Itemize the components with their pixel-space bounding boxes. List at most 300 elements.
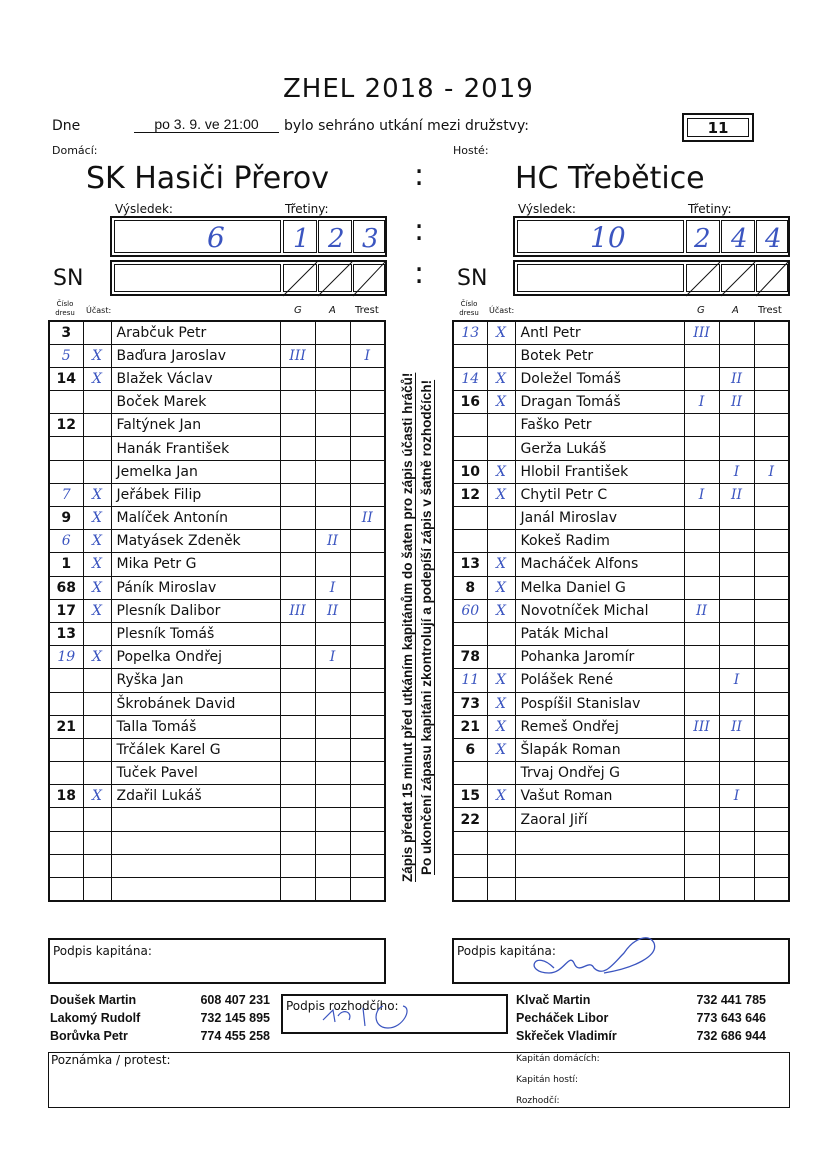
participation-cell[interactable] xyxy=(83,460,111,483)
player-name[interactable]: Novotníček Michal xyxy=(515,599,684,622)
penalty-cell[interactable] xyxy=(754,483,789,506)
player-name[interactable] xyxy=(111,808,280,831)
penalty-cell[interactable]: I xyxy=(754,460,789,483)
goals-cell[interactable] xyxy=(280,692,315,715)
jersey-number-cell[interactable]: 16 xyxy=(453,391,487,414)
assists-cell[interactable] xyxy=(315,785,350,808)
jersey-number-cell[interactable] xyxy=(49,391,83,414)
penalty-cell[interactable] xyxy=(350,367,385,390)
player-name[interactable]: Plesník Tomáš xyxy=(111,622,280,645)
assists-cell[interactable] xyxy=(719,344,754,367)
penalty-cell[interactable] xyxy=(350,483,385,506)
goals-cell[interactable] xyxy=(280,414,315,437)
player-name[interactable]: Kokeš Radim xyxy=(515,530,684,553)
player-name[interactable]: Pospíšil Stanislav xyxy=(515,692,684,715)
assists-cell[interactable] xyxy=(315,414,350,437)
jersey-number-cell[interactable]: 13 xyxy=(453,321,487,344)
penalty-cell[interactable]: I xyxy=(350,344,385,367)
player-name[interactable] xyxy=(111,831,280,854)
goals-cell[interactable] xyxy=(684,878,719,901)
penalty-cell[interactable] xyxy=(754,715,789,738)
goals-cell[interactable] xyxy=(684,460,719,483)
away-period-1[interactable] xyxy=(686,220,720,253)
player-name[interactable]: Hanák František xyxy=(111,437,280,460)
assists-cell[interactable] xyxy=(719,321,754,344)
assists-cell[interactable] xyxy=(719,414,754,437)
player-name[interactable] xyxy=(111,854,280,877)
goals-cell[interactable] xyxy=(280,530,315,553)
penalty-cell[interactable] xyxy=(754,321,789,344)
penalty-cell[interactable] xyxy=(754,576,789,599)
participation-cell[interactable]: X xyxy=(487,321,515,344)
goals-cell[interactable]: III xyxy=(280,344,315,367)
assists-cell[interactable] xyxy=(719,738,754,761)
penalty-cell[interactable] xyxy=(350,646,385,669)
away-score-box[interactable] xyxy=(513,216,790,257)
jersey-number-cell[interactable] xyxy=(49,854,83,877)
assists-cell[interactable] xyxy=(315,367,350,390)
jersey-number-cell[interactable]: 21 xyxy=(453,715,487,738)
participation-cell[interactable] xyxy=(83,321,111,344)
player-name[interactable]: Škrobánek David xyxy=(111,692,280,715)
jersey-number-cell[interactable] xyxy=(453,831,487,854)
participation-cell[interactable] xyxy=(487,437,515,460)
goals-cell[interactable] xyxy=(280,553,315,576)
penalty-cell[interactable] xyxy=(754,367,789,390)
participation-cell[interactable]: X xyxy=(83,646,111,669)
penalty-cell[interactable] xyxy=(350,878,385,901)
jersey-number-cell[interactable]: 78 xyxy=(453,646,487,669)
player-name[interactable]: Mika Petr G xyxy=(111,553,280,576)
player-name[interactable]: Tuček Pavel xyxy=(111,762,280,785)
goals-cell[interactable]: III xyxy=(280,599,315,622)
assists-cell[interactable] xyxy=(315,878,350,901)
participation-cell[interactable]: X xyxy=(487,391,515,414)
player-name[interactable]: Janál Miroslav xyxy=(515,507,684,530)
participation-cell[interactable]: X xyxy=(83,599,111,622)
jersey-number-cell[interactable] xyxy=(49,762,83,785)
assists-cell[interactable] xyxy=(719,437,754,460)
jersey-number-cell[interactable] xyxy=(453,507,487,530)
assists-cell[interactable]: II xyxy=(719,715,754,738)
participation-cell[interactable]: X xyxy=(83,553,111,576)
jersey-number-cell[interactable]: 11 xyxy=(453,669,487,692)
penalty-cell[interactable] xyxy=(350,437,385,460)
player-name[interactable]: Polášek René xyxy=(515,669,684,692)
player-name[interactable]: Páník Miroslav xyxy=(111,576,280,599)
assists-cell[interactable] xyxy=(719,692,754,715)
goals-cell[interactable]: III xyxy=(684,715,719,738)
jersey-number-cell[interactable] xyxy=(49,738,83,761)
jersey-number-cell[interactable] xyxy=(453,878,487,901)
away-sn-box[interactable] xyxy=(513,260,790,296)
penalty-cell[interactable] xyxy=(754,414,789,437)
assists-cell[interactable]: II xyxy=(315,530,350,553)
penalty-cell[interactable] xyxy=(754,646,789,669)
player-name[interactable] xyxy=(515,854,684,877)
goals-cell[interactable]: I xyxy=(684,483,719,506)
goals-cell[interactable] xyxy=(280,854,315,877)
assists-cell[interactable] xyxy=(719,576,754,599)
penalty-cell[interactable] xyxy=(350,831,385,854)
penalty-cell[interactable] xyxy=(754,785,789,808)
penalty-cell[interactable] xyxy=(350,762,385,785)
jersey-number-cell[interactable]: 14 xyxy=(453,367,487,390)
goals-cell[interactable] xyxy=(684,808,719,831)
assists-cell[interactable]: II xyxy=(315,599,350,622)
assists-cell[interactable] xyxy=(719,553,754,576)
jersey-number-cell[interactable]: 13 xyxy=(453,553,487,576)
goals-cell[interactable] xyxy=(280,622,315,645)
jersey-number-cell[interactable] xyxy=(49,460,83,483)
jersey-number-cell[interactable] xyxy=(453,530,487,553)
jersey-number-cell[interactable]: 3 xyxy=(49,321,83,344)
player-name[interactable]: Ryška Jan xyxy=(111,669,280,692)
goals-cell[interactable]: I xyxy=(684,391,719,414)
penalty-cell[interactable] xyxy=(350,460,385,483)
goals-cell[interactable] xyxy=(280,483,315,506)
goals-cell[interactable] xyxy=(684,646,719,669)
jersey-number-cell[interactable]: 6 xyxy=(49,530,83,553)
penalty-cell[interactable] xyxy=(350,391,385,414)
assists-cell[interactable] xyxy=(719,599,754,622)
assists-cell[interactable]: I xyxy=(315,646,350,669)
jersey-number-cell[interactable]: 12 xyxy=(453,483,487,506)
jersey-number-cell[interactable] xyxy=(453,414,487,437)
participation-cell[interactable] xyxy=(487,646,515,669)
home-period-1[interactable] xyxy=(283,220,317,253)
penalty-cell[interactable] xyxy=(754,344,789,367)
player-name[interactable]: Dragan Tomáš xyxy=(515,391,684,414)
jersey-number-cell[interactable]: 6 xyxy=(453,738,487,761)
jersey-number-cell[interactable]: 17 xyxy=(49,599,83,622)
assists-cell[interactable] xyxy=(315,553,350,576)
goals-cell[interactable] xyxy=(280,808,315,831)
assists-cell[interactable] xyxy=(315,437,350,460)
penalty-cell[interactable] xyxy=(754,738,789,761)
goals-cell[interactable] xyxy=(280,785,315,808)
penalty-cell[interactable] xyxy=(754,530,789,553)
penalty-cell[interactable] xyxy=(754,692,789,715)
penalty-cell[interactable] xyxy=(754,622,789,645)
goals-cell[interactable]: III xyxy=(684,321,719,344)
assists-cell[interactable] xyxy=(719,507,754,530)
penalty-cell[interactable] xyxy=(754,553,789,576)
player-name[interactable]: Faltýnek Jan xyxy=(111,414,280,437)
player-name[interactable]: Arabčuk Petr xyxy=(111,321,280,344)
jersey-number-cell[interactable]: 8 xyxy=(453,576,487,599)
penalty-cell[interactable] xyxy=(350,553,385,576)
player-name[interactable]: Faško Petr xyxy=(515,414,684,437)
home-score-box[interactable] xyxy=(110,216,387,257)
assists-cell[interactable] xyxy=(719,762,754,785)
assists-cell[interactable] xyxy=(719,854,754,877)
participation-cell[interactable] xyxy=(487,507,515,530)
participation-cell[interactable] xyxy=(83,437,111,460)
penalty-cell[interactable] xyxy=(754,507,789,530)
participation-cell[interactable] xyxy=(83,738,111,761)
jersey-number-cell[interactable] xyxy=(49,669,83,692)
player-name[interactable]: Trčálek Karel G xyxy=(111,738,280,761)
player-name[interactable]: Blažek Václav xyxy=(111,367,280,390)
player-name[interactable]: Botek Petr xyxy=(515,344,684,367)
goals-cell[interactable] xyxy=(280,878,315,901)
assists-cell[interactable] xyxy=(719,646,754,669)
participation-cell[interactable] xyxy=(487,344,515,367)
assists-cell[interactable] xyxy=(719,530,754,553)
participation-cell[interactable] xyxy=(487,831,515,854)
note-box[interactable] xyxy=(48,1052,790,1108)
participation-cell[interactable]: X xyxy=(487,367,515,390)
player-name[interactable]: Jemelka Jan xyxy=(111,460,280,483)
participation-cell[interactable]: X xyxy=(83,367,111,390)
match-number-box[interactable] xyxy=(682,113,754,142)
participation-cell[interactable]: X xyxy=(83,344,111,367)
goals-cell[interactable] xyxy=(684,692,719,715)
penalty-cell[interactable] xyxy=(350,622,385,645)
away-period-2[interactable] xyxy=(721,220,755,253)
jersey-number-cell[interactable]: 18 xyxy=(49,785,83,808)
penalty-cell[interactable] xyxy=(350,599,385,622)
goals-cell[interactable] xyxy=(684,367,719,390)
player-name[interactable] xyxy=(111,878,280,901)
assists-cell[interactable]: I xyxy=(315,576,350,599)
participation-cell[interactable] xyxy=(83,878,111,901)
assists-cell[interactable]: II xyxy=(719,367,754,390)
penalty-cell[interactable] xyxy=(754,762,789,785)
goals-cell[interactable] xyxy=(280,321,315,344)
goals-cell[interactable] xyxy=(280,831,315,854)
goals-cell[interactable] xyxy=(684,344,719,367)
jersey-number-cell[interactable]: 1 xyxy=(49,553,83,576)
player-name[interactable]: Trvaj Ondřej G xyxy=(515,762,684,785)
goals-cell[interactable] xyxy=(684,622,719,645)
penalty-cell[interactable]: II xyxy=(350,507,385,530)
jersey-number-cell[interactable]: 68 xyxy=(49,576,83,599)
jersey-number-cell[interactable] xyxy=(453,762,487,785)
player-name[interactable]: Antl Petr xyxy=(515,321,684,344)
participation-cell[interactable] xyxy=(83,391,111,414)
penalty-cell[interactable] xyxy=(350,854,385,877)
assists-cell[interactable] xyxy=(315,738,350,761)
participation-cell[interactable]: X xyxy=(487,460,515,483)
player-name[interactable]: Pohanka Jaromír xyxy=(515,646,684,669)
player-name[interactable] xyxy=(515,831,684,854)
assists-cell[interactable]: II xyxy=(719,391,754,414)
penalty-cell[interactable] xyxy=(350,669,385,692)
assists-cell[interactable] xyxy=(315,507,350,530)
penalty-cell[interactable] xyxy=(754,599,789,622)
participation-cell[interactable] xyxy=(487,878,515,901)
jersey-number-cell[interactable]: 14 xyxy=(49,367,83,390)
assists-cell[interactable] xyxy=(315,854,350,877)
player-name[interactable]: Matyásek Zdeněk xyxy=(111,530,280,553)
participation-cell[interactable] xyxy=(83,622,111,645)
jersey-number-cell[interactable]: 19 xyxy=(49,646,83,669)
jersey-number-cell[interactable] xyxy=(49,808,83,831)
penalty-cell[interactable] xyxy=(350,530,385,553)
player-name[interactable]: Zaoral Jiří xyxy=(515,808,684,831)
penalty-cell[interactable] xyxy=(754,878,789,901)
player-name[interactable]: Vašut Roman xyxy=(515,785,684,808)
assists-cell[interactable] xyxy=(315,715,350,738)
goals-cell[interactable] xyxy=(684,738,719,761)
participation-cell[interactable]: X xyxy=(487,785,515,808)
goals-cell[interactable] xyxy=(684,437,719,460)
penalty-cell[interactable] xyxy=(754,391,789,414)
player-name[interactable]: Malíček Antonín xyxy=(111,507,280,530)
participation-cell[interactable] xyxy=(487,808,515,831)
goals-cell[interactable] xyxy=(684,831,719,854)
goals-cell[interactable] xyxy=(684,553,719,576)
participation-cell[interactable] xyxy=(487,762,515,785)
participation-cell[interactable]: X xyxy=(83,576,111,599)
jersey-number-cell[interactable]: 73 xyxy=(453,692,487,715)
penalty-cell[interactable] xyxy=(350,715,385,738)
player-name[interactable]: Baďura Jaroslav xyxy=(111,344,280,367)
assists-cell[interactable] xyxy=(719,831,754,854)
jersey-number-cell[interactable]: 15 xyxy=(453,785,487,808)
participation-cell[interactable]: X xyxy=(487,576,515,599)
assists-cell[interactable]: I xyxy=(719,460,754,483)
assists-cell[interactable] xyxy=(315,391,350,414)
penalty-cell[interactable] xyxy=(350,576,385,599)
player-name[interactable]: Šlapák Roman xyxy=(515,738,684,761)
participation-cell[interactable] xyxy=(83,715,111,738)
participation-cell[interactable]: X xyxy=(487,553,515,576)
participation-cell[interactable]: X xyxy=(83,530,111,553)
goals-cell[interactable] xyxy=(280,762,315,785)
participation-cell[interactable]: X xyxy=(83,507,111,530)
goals-cell[interactable] xyxy=(684,530,719,553)
player-name[interactable]: Jeřábek Filip xyxy=(111,483,280,506)
player-name[interactable]: Paták Michal xyxy=(515,622,684,645)
goals-cell[interactable] xyxy=(684,854,719,877)
player-name[interactable]: Plesník Dalibor xyxy=(111,599,280,622)
participation-cell[interactable]: X xyxy=(487,483,515,506)
assists-cell[interactable] xyxy=(315,808,350,831)
participation-cell[interactable] xyxy=(83,854,111,877)
participation-cell[interactable]: X xyxy=(487,715,515,738)
participation-cell[interactable]: X xyxy=(487,599,515,622)
jersey-number-cell[interactable]: 22 xyxy=(453,808,487,831)
assists-cell[interactable] xyxy=(315,622,350,645)
goals-cell[interactable] xyxy=(684,576,719,599)
jersey-number-cell[interactable]: 12 xyxy=(49,414,83,437)
assists-cell[interactable] xyxy=(315,762,350,785)
player-name[interactable]: Melka Daniel G xyxy=(515,576,684,599)
assists-cell[interactable] xyxy=(315,321,350,344)
goals-cell[interactable] xyxy=(280,669,315,692)
jersey-number-cell[interactable] xyxy=(453,344,487,367)
player-name[interactable]: Zdařil Lukáš xyxy=(111,785,280,808)
goals-cell[interactable] xyxy=(280,507,315,530)
participation-cell[interactable] xyxy=(487,622,515,645)
jersey-number-cell[interactable] xyxy=(49,878,83,901)
assists-cell[interactable] xyxy=(315,460,350,483)
jersey-number-cell[interactable] xyxy=(49,692,83,715)
away-captain-box[interactable] xyxy=(452,938,790,984)
participation-cell[interactable] xyxy=(83,808,111,831)
participation-cell[interactable] xyxy=(487,414,515,437)
goals-cell[interactable] xyxy=(684,669,719,692)
player-name[interactable]: Hlobil František xyxy=(515,460,684,483)
referee-box[interactable] xyxy=(281,994,508,1034)
goals-cell[interactable] xyxy=(684,785,719,808)
participation-cell[interactable] xyxy=(83,669,111,692)
penalty-cell[interactable] xyxy=(754,808,789,831)
jersey-number-cell[interactable]: 7 xyxy=(49,483,83,506)
goals-cell[interactable] xyxy=(280,437,315,460)
penalty-cell[interactable] xyxy=(754,831,789,854)
assists-cell[interactable]: II xyxy=(719,483,754,506)
penalty-cell[interactable] xyxy=(754,669,789,692)
player-name[interactable]: Chytil Petr C xyxy=(515,483,684,506)
penalty-cell[interactable] xyxy=(350,414,385,437)
assists-cell[interactable] xyxy=(719,878,754,901)
participation-cell[interactable] xyxy=(83,692,111,715)
participation-cell[interactable]: X xyxy=(83,483,111,506)
penalty-cell[interactable] xyxy=(350,785,385,808)
penalty-cell[interactable] xyxy=(350,692,385,715)
penalty-cell[interactable] xyxy=(350,321,385,344)
assists-cell[interactable]: I xyxy=(719,669,754,692)
player-name[interactable]: Popelka Ondřej xyxy=(111,646,280,669)
player-name[interactable]: Boček Marek xyxy=(111,391,280,414)
goals-cell[interactable] xyxy=(280,646,315,669)
goals-cell[interactable] xyxy=(280,367,315,390)
participation-cell[interactable]: X xyxy=(487,738,515,761)
player-name[interactable] xyxy=(515,878,684,901)
goals-cell[interactable] xyxy=(684,414,719,437)
participation-cell[interactable]: X xyxy=(487,669,515,692)
away-period-3[interactable] xyxy=(756,220,788,253)
goals-cell[interactable] xyxy=(280,460,315,483)
player-name[interactable]: Talla Tomáš xyxy=(111,715,280,738)
participation-cell[interactable]: X xyxy=(487,692,515,715)
home-sn-box[interactable] xyxy=(110,260,387,296)
jersey-number-cell[interactable] xyxy=(453,437,487,460)
home-period-3[interactable] xyxy=(353,220,385,253)
jersey-number-cell[interactable] xyxy=(49,831,83,854)
assists-cell[interactable] xyxy=(719,622,754,645)
assists-cell[interactable]: I xyxy=(719,785,754,808)
player-name[interactable]: Doležel Tomáš xyxy=(515,367,684,390)
player-name[interactable]: Gerža Lukáš xyxy=(515,437,684,460)
goals-cell[interactable] xyxy=(280,715,315,738)
jersey-number-cell[interactable]: 5 xyxy=(49,344,83,367)
participation-cell[interactable] xyxy=(487,530,515,553)
player-name[interactable]: Macháček Alfons xyxy=(515,553,684,576)
participation-cell[interactable] xyxy=(83,762,111,785)
penalty-cell[interactable] xyxy=(350,808,385,831)
participation-cell[interactable] xyxy=(83,414,111,437)
home-period-2[interactable] xyxy=(318,220,352,253)
participation-cell[interactable]: X xyxy=(83,785,111,808)
player-name[interactable]: Remeš Ondřej xyxy=(515,715,684,738)
penalty-cell[interactable] xyxy=(350,738,385,761)
goals-cell[interactable]: II xyxy=(684,599,719,622)
jersey-number-cell[interactable]: 13 xyxy=(49,622,83,645)
participation-cell[interactable] xyxy=(487,854,515,877)
home-captain-box[interactable] xyxy=(48,938,386,984)
goals-cell[interactable] xyxy=(280,576,315,599)
jersey-number-cell[interactable] xyxy=(49,437,83,460)
jersey-number-cell[interactable]: 10 xyxy=(453,460,487,483)
jersey-number-cell[interactable]: 60 xyxy=(453,599,487,622)
assists-cell[interactable] xyxy=(315,692,350,715)
assists-cell[interactable] xyxy=(315,831,350,854)
